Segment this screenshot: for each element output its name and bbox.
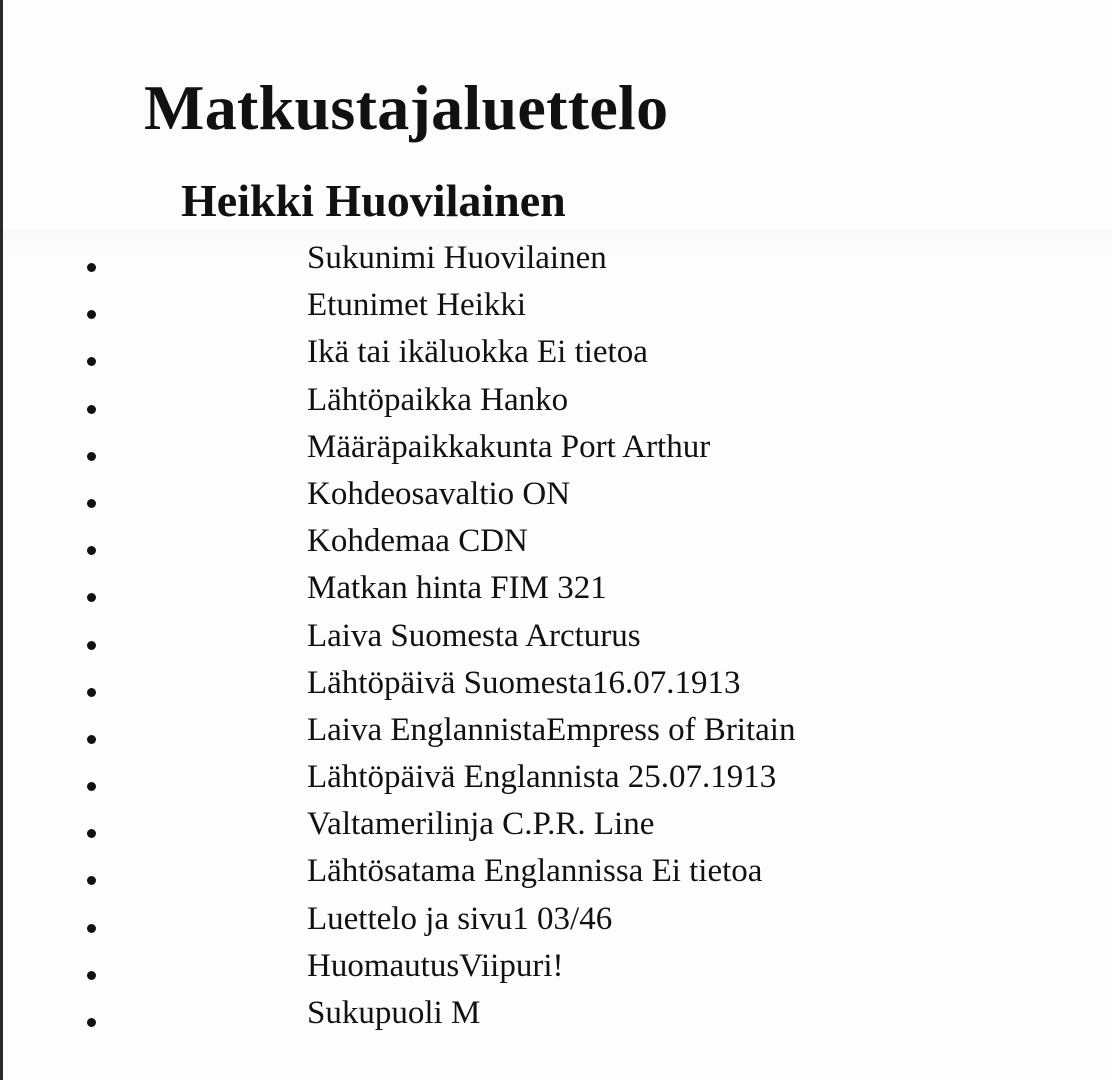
- field-age: Ikä tai ikäluokka Ei tietoa: [307, 334, 648, 371]
- field-remark: HuomautusViipuri!: [307, 947, 564, 984]
- bullet-icon: [87, 1018, 96, 1027]
- bullet-icon: [87, 782, 96, 791]
- field-surname: Sukunimi Huovilainen: [307, 240, 607, 276]
- bullet-icon: [87, 593, 96, 602]
- field-ticket-price: Matkan hinta FIM 321: [307, 570, 607, 607]
- list-item: [0, 802, 1112, 849]
- list-item: [0, 283, 1112, 330]
- list-item: [0, 755, 1112, 802]
- field-departure-date-finland: Lähtöpäivä Suomesta16.07.1913: [307, 664, 741, 701]
- field-destination-town: Määräpaikkakunta Port Arthur: [307, 428, 711, 465]
- bullet-icon: [87, 641, 96, 650]
- field-first-names: Etunimet Heikki: [307, 287, 527, 324]
- field-list-and-page: Luettelo ja sivu1 03/46: [307, 900, 613, 937]
- field-destination-country: Kohdemaa CDN: [307, 523, 528, 560]
- field-departure-date-england: Lähtöpäivä Englannista 25.07.1913: [307, 759, 777, 796]
- list-item: [0, 708, 1112, 755]
- list-item: [0, 330, 1112, 377]
- field-ship-from-finland: Laiva Suomesta Arcturus: [307, 617, 641, 654]
- list-item: [0, 472, 1112, 519]
- list-item: [0, 425, 1112, 472]
- list-item: [0, 944, 1112, 991]
- list-item: [0, 661, 1112, 708]
- bullet-icon: [87, 546, 96, 555]
- bullet-icon: [87, 688, 96, 697]
- bullet-icon: [87, 971, 96, 980]
- person-name-heading: Heikki Huovilainen: [181, 175, 566, 226]
- field-port-england: Lähtösatama Englannissa Ei tietoa: [307, 853, 763, 890]
- field-sex: Sukupuoli M: [307, 995, 481, 1031]
- bullet-icon: [87, 310, 96, 319]
- bullet-icon: [87, 499, 96, 508]
- list-item: [0, 519, 1112, 566]
- bullet-icon: [87, 405, 96, 414]
- field-ocean-line: Valtamerilinja C.P.R. Line: [307, 806, 655, 843]
- list-item: [0, 849, 1112, 896]
- bullet-icon: [87, 357, 96, 366]
- list-item: [0, 236, 1112, 283]
- list-item: [0, 566, 1112, 613]
- list-item: [0, 614, 1112, 661]
- passenger-field-list: [0, 236, 1112, 1038]
- page-title: Matkustajaluettelo: [144, 72, 669, 143]
- bullet-icon: [87, 829, 96, 838]
- bullet-icon: [87, 924, 96, 933]
- list-item: [0, 897, 1112, 944]
- field-departure-place: Lähtöpaikka Hanko: [307, 381, 569, 418]
- bullet-icon: [87, 876, 96, 885]
- list-item: [0, 991, 1112, 1038]
- field-destination-state: Kohdeosavaltio ON: [307, 475, 571, 512]
- list-item: [0, 378, 1112, 425]
- bullet-icon: [87, 735, 96, 744]
- bullet-icon: [87, 263, 96, 272]
- bullet-icon: [87, 452, 96, 461]
- field-ship-from-england: Laiva EnglannistaEmpress of Britain: [307, 711, 796, 748]
